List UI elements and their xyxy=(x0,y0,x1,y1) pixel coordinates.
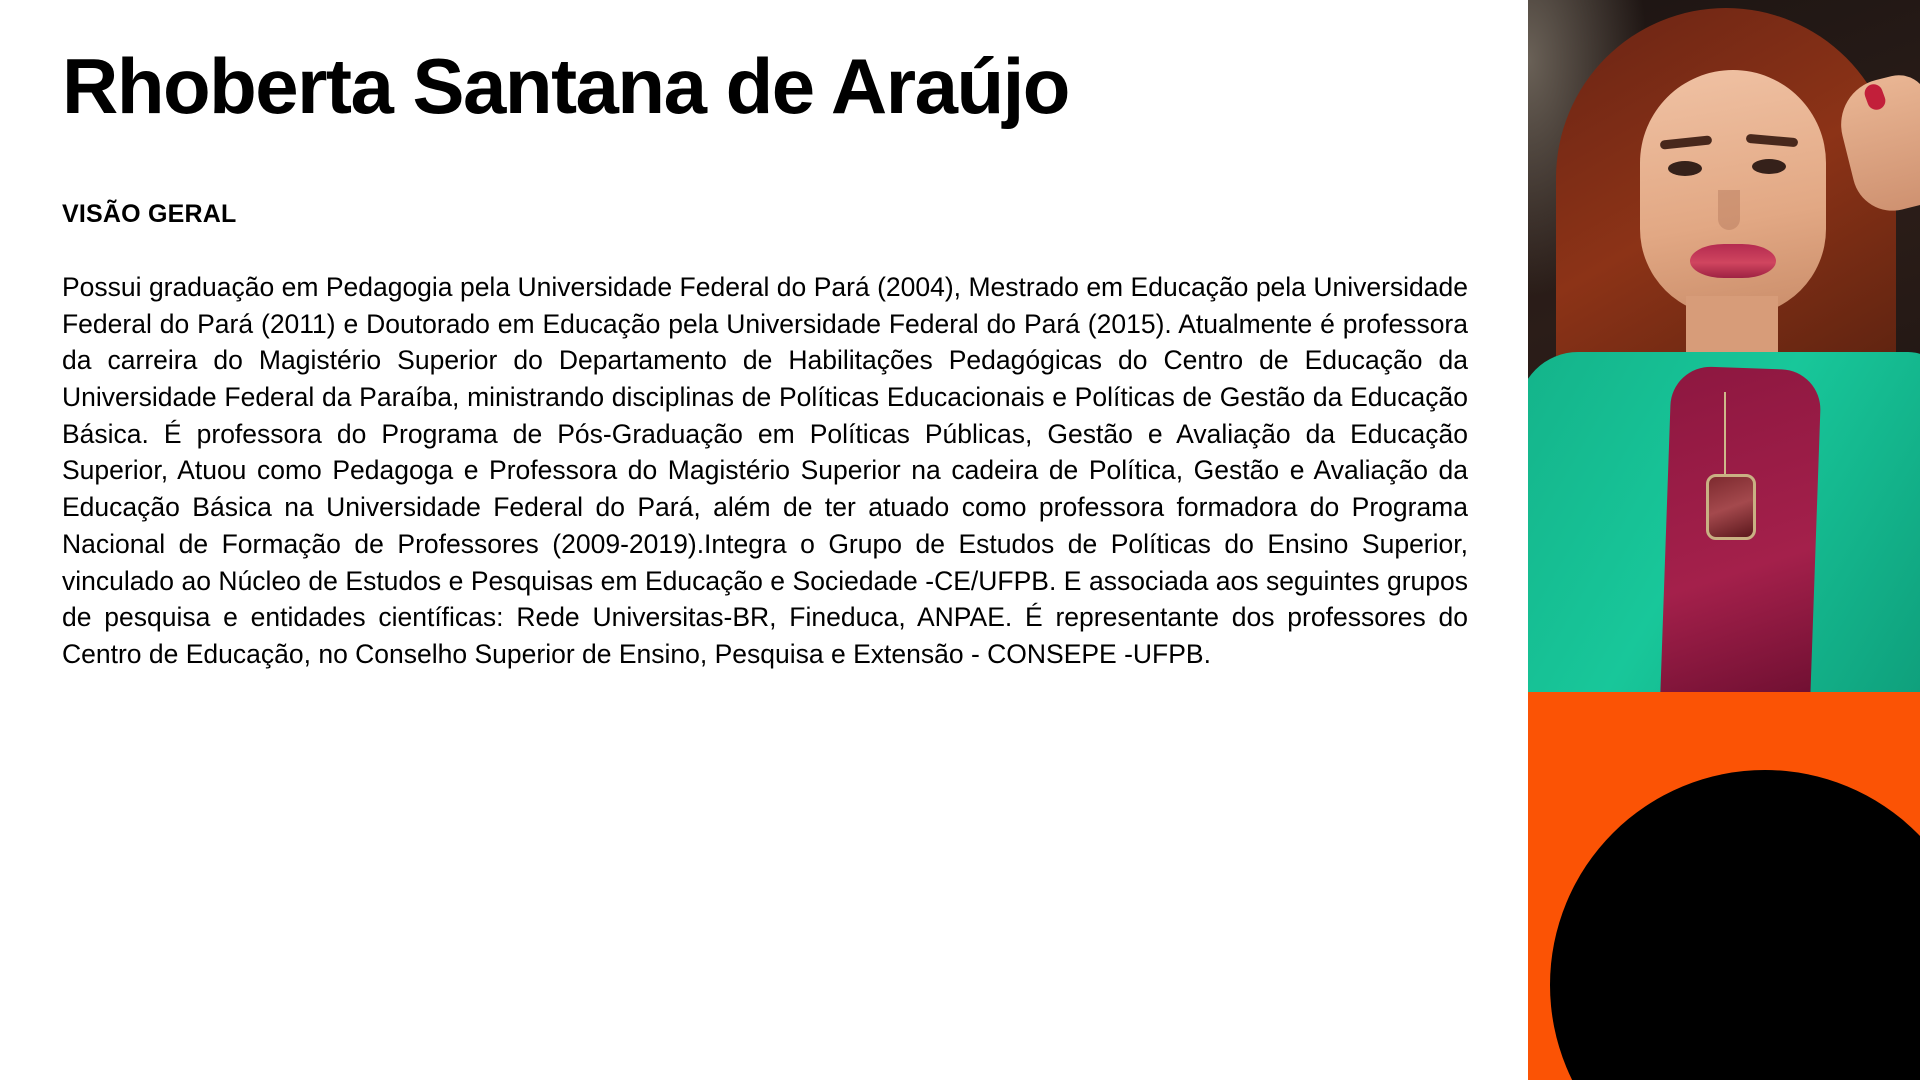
page-title: Rhoberta Santana de Araújo xyxy=(62,42,1069,130)
portrait-eye-left xyxy=(1668,161,1702,176)
portrait-necklace-chain xyxy=(1724,392,1726,478)
portrait-necklace-pendant xyxy=(1706,474,1756,540)
portrait-lips xyxy=(1690,244,1776,278)
right-column xyxy=(1528,0,1920,1080)
section-heading-overview: VISÃO GERAL xyxy=(62,200,237,229)
portrait-nose xyxy=(1718,190,1740,230)
overview-paragraph: Possui graduação em Pedagogia pela Universidade Federal do Pará (2004), Mestrado em Educação pela Universidade Federal do Pará (2011) e Doutorado em Educação pela Universidade Federal do Pará (2015). Atualmente é professora da carreira do Magistério Superior do Departamento de Habilitações Pedagógicas do Centro de Educação da Universidade Federal da Paraíba, ministrando disciplinas de Políticas Educacionais e Políticas de Gestão da Educação Básica. É professora do Programa de Pós-Graduação em Políticas Públicas, Gestão e Avaliação da Educação Superior, Atuou como Pedagoga e Professora do Magistério Superior na cadeira de Política, Gestão e Avaliação da Educação Básica na Universidade Federal do Pará, além de ter atuado como professora formadora do Programa Nacional de Formação de Professores (2009-2019).Integra o Grupo de Estudos de Políticas do Ensino Superior, vinculado ao Núcleo de Estudos e Pesquisas em Educação e Sociedade -CE/UFPB. E associada aos seguintes grupos de pesquisa e entidades científicas: Rede Universitas-BR, Fineduca, ANPAE. É representante dos professores do Centro de Educação, no Conselho Superior de Ensino, Pesquisa e Extensão - CONSEPE -UFPB. xyxy=(62,272,1468,669)
decorative-graphic-block xyxy=(1528,692,1920,1080)
black-circle-shape xyxy=(1550,770,1920,1080)
portrait-eye-right xyxy=(1752,159,1786,174)
portrait-photo xyxy=(1528,0,1920,692)
